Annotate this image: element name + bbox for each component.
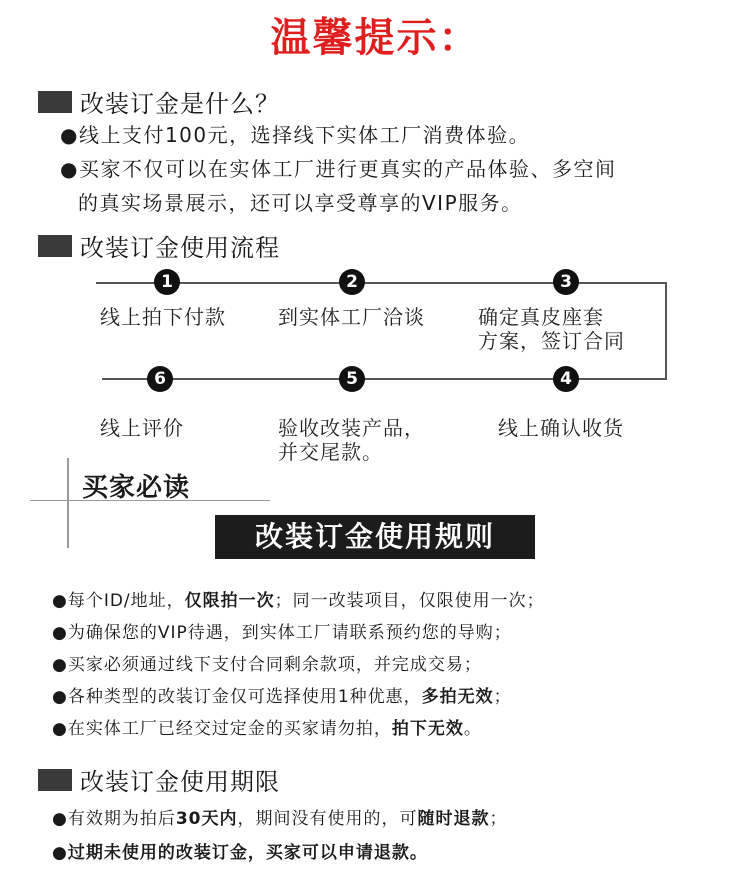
step-number-3: 3 xyxy=(553,269,579,295)
step-label-6: 线上评价 xyxy=(100,416,184,440)
rules-list xyxy=(52,588,742,748)
section-heading: 改装订金使用流程 xyxy=(80,234,280,262)
validity-line-2: ●过期未使用的改装订金，买家可以申请退款。 xyxy=(52,843,428,863)
section-validity xyxy=(38,762,280,797)
bullet-experience-line1: ●买家不仅可以在实体工厂进行更真实的产品体验、多空间 xyxy=(60,157,617,181)
buyer-must-read-heading: 买家必读 xyxy=(82,473,191,503)
step-label-5: 验收改装产品， 并交尾款。 xyxy=(278,416,425,464)
page-title: 温馨提示： xyxy=(270,15,481,61)
bullet-online-pay: ●线上支付100元，选择线下实体工厂消费体验。 xyxy=(60,123,531,147)
divider-vertical xyxy=(67,458,69,548)
rule-item: ●各种类型的改装订金仅可选择使用1种优惠，多拍无效； xyxy=(52,687,512,707)
rule-item: ●买家必须通过线下支付合同剩余款项，并完成交易； xyxy=(52,655,482,675)
flow-line-right xyxy=(665,282,667,379)
step-label-2: 到实体工厂洽谈 xyxy=(278,305,425,329)
flow-line-top xyxy=(96,282,666,284)
section-usage-flow xyxy=(38,228,280,263)
rule-item: ●在实体工厂已经交过定金的买家请勿拍，拍下无效。 xyxy=(52,719,482,739)
section-marker xyxy=(38,769,72,791)
step-number-1: 1 xyxy=(154,269,180,295)
step-label-1: 线上拍下付款 xyxy=(100,305,226,329)
section-heading: 改装订金是什么？ xyxy=(80,90,280,118)
rules-banner: 改装订金使用规则 xyxy=(215,515,535,559)
step-number-4: 4 xyxy=(553,366,579,392)
validity-line-1: ●有效期为拍后30天内，期间没有使用的，可随时退款； xyxy=(52,809,508,829)
rule-item: ●为确保您的VIP待遇，到实体工厂请联系预约您的导购； xyxy=(52,623,512,643)
step-number-5: 5 xyxy=(339,366,365,392)
section-heading: 改装订金使用期限 xyxy=(80,768,280,796)
step-label-4: 线上确认收货 xyxy=(498,416,624,440)
step-number-2: 2 xyxy=(339,269,365,295)
rule-item: ●每个ID/地址，仅限拍一次；同一改装项目，仅限使用一次； xyxy=(52,591,545,611)
bullet-experience-line2: 的真实场景展示，还可以享受尊享的VIP服务。 xyxy=(78,191,523,215)
section-marker xyxy=(38,235,72,257)
section-marker xyxy=(38,91,72,113)
step-number-6: 6 xyxy=(147,366,173,392)
section1-body xyxy=(60,118,740,220)
step-label-3: 确定真皮座套 方案，签订合同 xyxy=(478,305,625,353)
flow-line-bottom xyxy=(102,378,667,380)
section-what-is-deposit xyxy=(38,84,280,119)
